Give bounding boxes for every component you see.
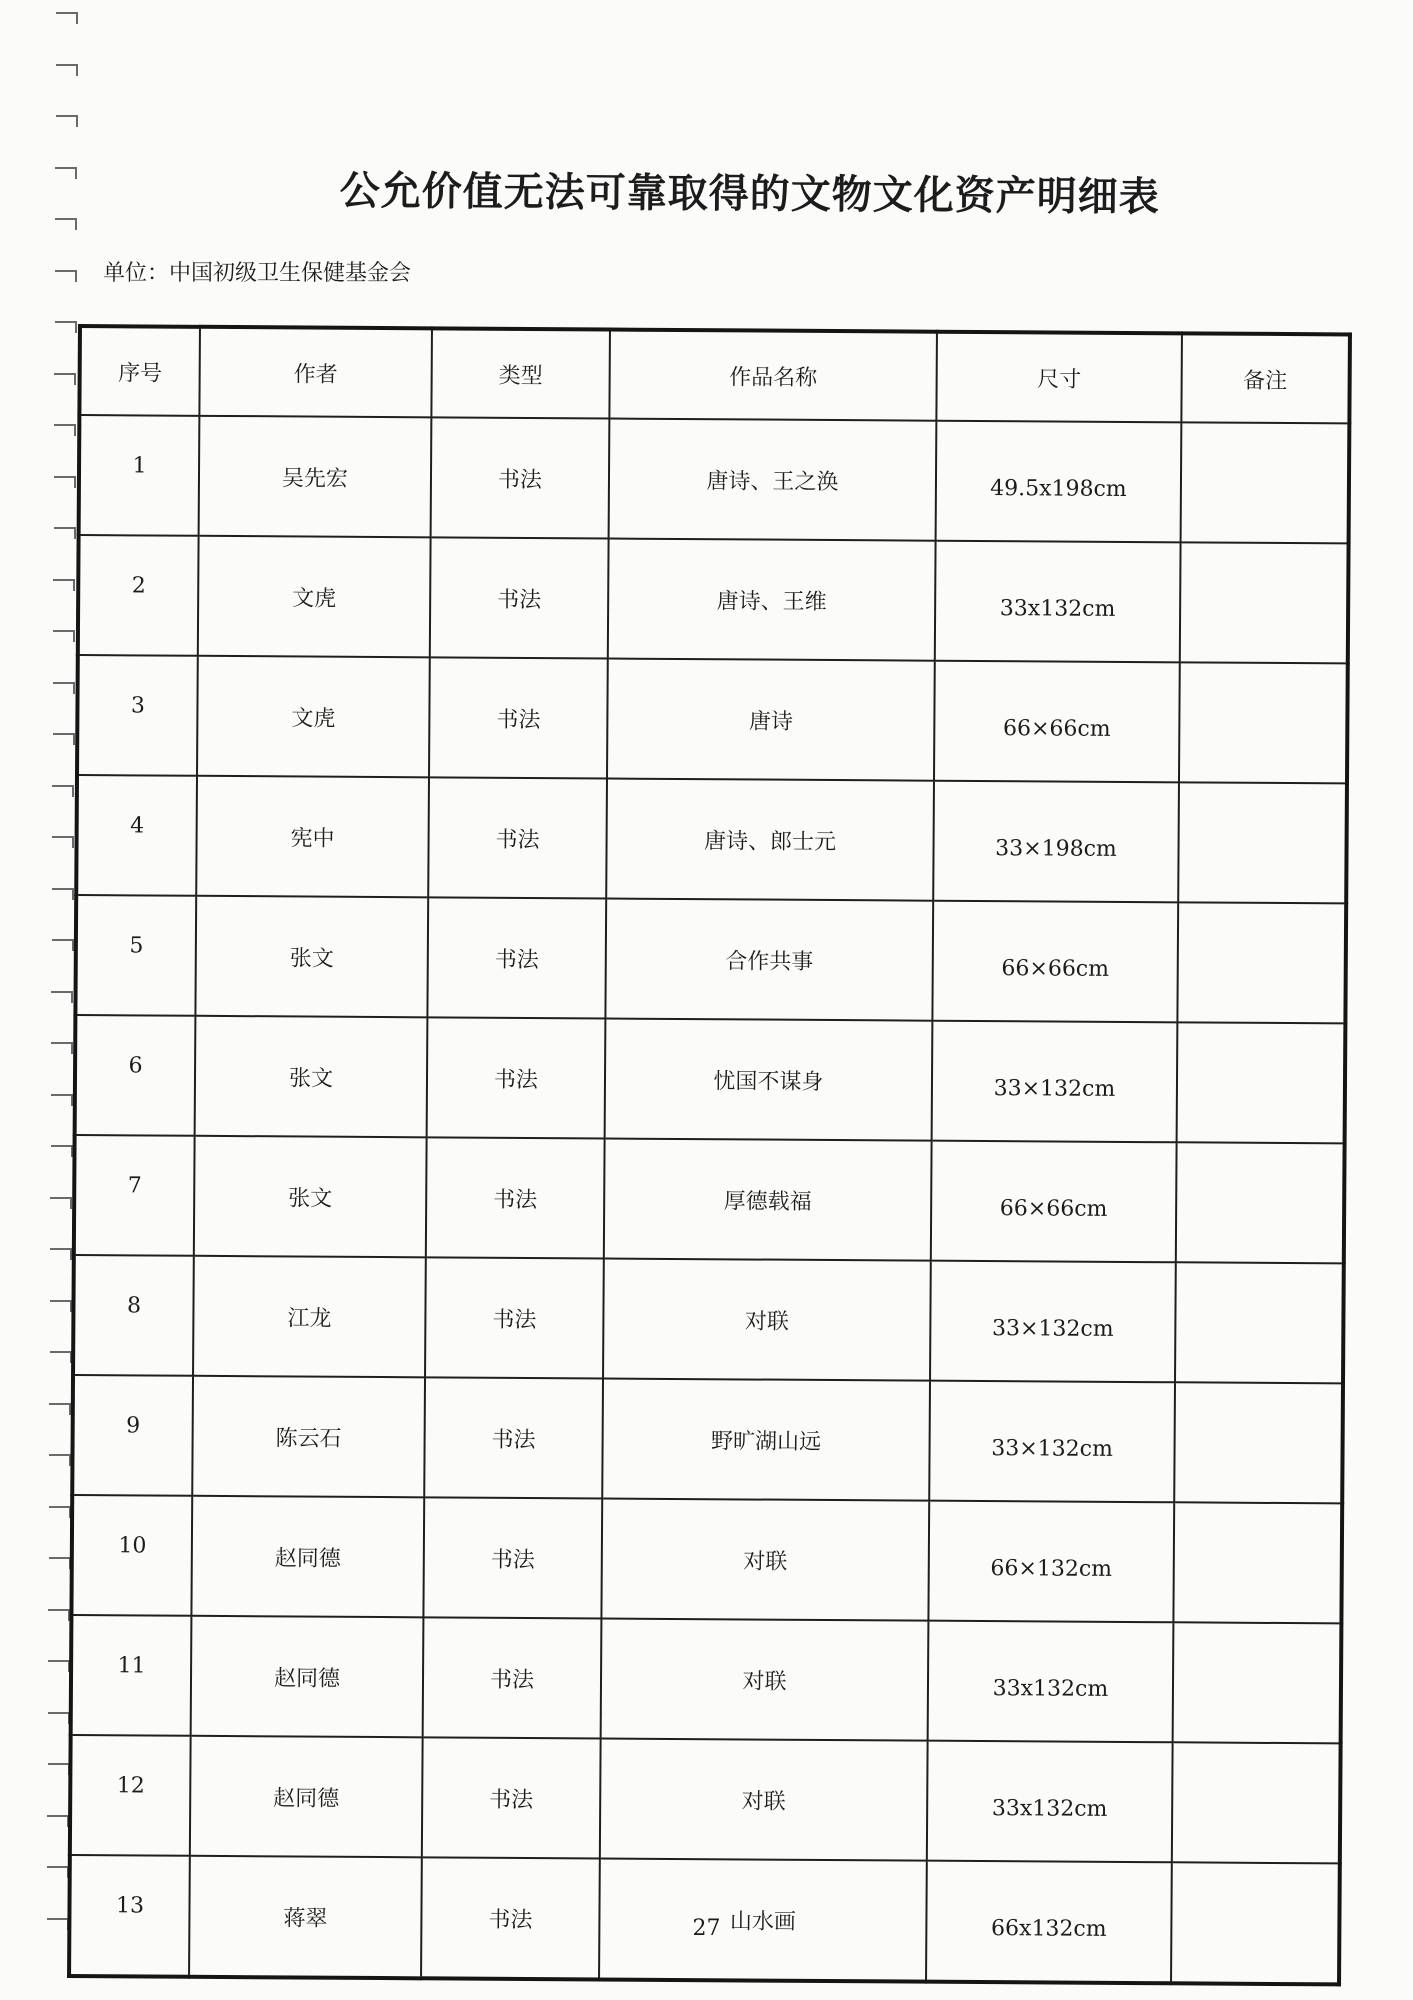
cell-remark <box>1180 542 1349 663</box>
cell-seq: 2 <box>78 535 199 656</box>
binder-hole-mark <box>56 12 78 24</box>
document-title: 公允价值无法可靠取得的文物文化资产明细表 <box>339 168 1160 221</box>
binder-hole-mark <box>49 1506 71 1518</box>
cell-type: 书法 <box>426 1137 605 1258</box>
table-row <box>75 1015 1346 1143</box>
binder-hole-mark <box>53 733 75 745</box>
cell-work-name: 唐诗、王维 <box>608 539 936 661</box>
binder-hole-mark <box>52 939 74 951</box>
cell-work-name: 厚德载福 <box>604 1139 932 1261</box>
cell-size: 33×132cm <box>929 1381 1175 1503</box>
binder-hole-mark <box>48 1763 70 1775</box>
binder-hole-mark <box>51 1145 73 1157</box>
cell-work-name: 唐诗、郎士元 <box>606 779 934 901</box>
cell-author: 张文 <box>195 896 428 1018</box>
cell-size: 33x132cm <box>927 1741 1173 1863</box>
cell-size: 33×132cm <box>930 1261 1176 1383</box>
cell-seq: 8 <box>73 1255 194 1376</box>
cell-size: 66×132cm <box>928 1501 1174 1623</box>
cell-remark <box>1173 1622 1342 1743</box>
cell-author: 蒋翠 <box>189 1856 422 1979</box>
cell-type: 书法 <box>430 537 609 658</box>
cell-work-name: 唐诗 <box>607 659 935 781</box>
cell-author: 宪中 <box>196 776 429 898</box>
cell-type: 书法 <box>421 1857 600 1979</box>
table-header-row <box>79 326 1350 423</box>
cell-author: 赵同德 <box>191 1616 424 1738</box>
table-row <box>72 1375 1343 1503</box>
binder-hole-mark <box>51 1042 73 1054</box>
cell-remark <box>1174 1382 1343 1503</box>
cell-work-name: 合作共事 <box>605 899 933 1021</box>
cell-work-name: 唐诗、王之涣 <box>609 419 937 541</box>
cell-size: 49.5x198cm <box>936 421 1182 543</box>
binder-hole-mark <box>51 1094 73 1106</box>
cell-remark <box>1177 902 1346 1023</box>
binder-hole-mark <box>55 270 77 282</box>
table-row <box>73 1255 1344 1383</box>
cell-author: 文虎 <box>197 656 430 778</box>
unit-value: 中国初级卫生保健基金会 <box>169 261 412 286</box>
cell-remark <box>1172 1742 1341 1863</box>
binder-hole-mark <box>50 1197 72 1209</box>
binder-hole-mark <box>55 321 77 333</box>
cell-author: 江龙 <box>193 1256 426 1378</box>
binder-hole-mark <box>53 682 75 694</box>
cell-type: 书法 <box>427 897 606 1018</box>
cell-author: 张文 <box>194 1136 427 1258</box>
table-row <box>74 1135 1345 1263</box>
header-remark: 备注 <box>1181 333 1350 423</box>
binder-hole-mark <box>56 64 78 76</box>
binder-hole-mark <box>47 1866 69 1878</box>
table-row <box>77 655 1348 783</box>
binder-hole-mark <box>52 785 74 797</box>
table-row <box>79 415 1350 543</box>
cell-remark <box>1179 662 1348 783</box>
binder-hole-mark <box>47 1815 69 1827</box>
cell-work-name: 对联 <box>600 1738 928 1860</box>
binder-hole-mark <box>55 167 77 179</box>
header-author: 作者 <box>199 327 432 418</box>
cell-author: 张文 <box>195 1016 428 1138</box>
unit-line <box>103 256 411 287</box>
cell-seq: 11 <box>71 1615 192 1736</box>
header-size: 尺寸 <box>936 332 1182 423</box>
cell-size: 66x132cm <box>926 1861 1172 1984</box>
cell-remark <box>1173 1502 1342 1623</box>
cell-remark <box>1175 1262 1344 1383</box>
binder-hole-mark <box>49 1454 71 1466</box>
table-row <box>71 1615 1342 1743</box>
cell-work-name: 忧国不谋身 <box>605 1019 933 1141</box>
cell-seq: 12 <box>70 1735 191 1856</box>
binder-hole-mark <box>49 1403 71 1415</box>
binder-hole-mark <box>48 1609 70 1621</box>
table-body <box>69 415 1349 1984</box>
cell-seq: 1 <box>79 415 200 536</box>
cell-type: 书法 <box>429 657 608 778</box>
cell-remark <box>1181 422 1350 543</box>
binder-hole-mark <box>53 579 75 591</box>
cell-type: 书法 <box>425 1257 604 1378</box>
cell-work-name: 野旷湖山远 <box>602 1379 930 1501</box>
cell-size: 66×66cm <box>932 901 1178 1023</box>
binder-hole-mark <box>48 1660 70 1672</box>
binder-hole-mark <box>56 115 78 127</box>
cell-type: 书法 <box>428 777 607 898</box>
asset-detail-table <box>67 324 1352 1986</box>
cell-author: 赵同德 <box>191 1496 424 1618</box>
binder-hole-mark <box>53 630 75 642</box>
cell-author: 吴先宏 <box>199 416 432 538</box>
unit-label: 单位： <box>103 261 170 286</box>
binder-hole-mark <box>54 476 76 488</box>
cell-author: 文虎 <box>198 536 431 658</box>
cell-author: 赵同德 <box>190 1736 423 1858</box>
cell-seq: 13 <box>69 1855 190 1977</box>
binder-hole-mark <box>52 836 74 848</box>
page-number: 27 <box>692 1916 721 1941</box>
cell-size: 33x132cm <box>928 1621 1174 1743</box>
cell-size: 66×66cm <box>934 661 1180 783</box>
table-row <box>78 535 1349 663</box>
cell-seq: 9 <box>72 1375 193 1496</box>
cell-type: 书法 <box>424 1377 603 1498</box>
cell-remark <box>1177 1022 1346 1143</box>
header-work: 作品名称 <box>609 330 937 421</box>
cell-type: 书法 <box>422 1737 601 1858</box>
cell-seq: 4 <box>76 775 197 896</box>
cell-author: 陈云石 <box>192 1376 425 1498</box>
cell-seq: 6 <box>75 1015 196 1136</box>
table-row <box>71 1495 1342 1623</box>
binder-hole-mark <box>52 888 74 900</box>
cell-work-name: 对联 <box>601 1618 929 1740</box>
cell-seq: 3 <box>77 655 198 776</box>
binder-hole-mark <box>48 1712 70 1724</box>
header-seq: 序号 <box>79 326 200 416</box>
cell-remark <box>1178 782 1347 903</box>
cell-work-name: 对联 <box>603 1259 931 1381</box>
cell-type: 书法 <box>423 1617 602 1738</box>
cell-work-name: 山水画 <box>599 1858 927 1981</box>
table-row <box>75 895 1346 1023</box>
table-row <box>76 775 1347 903</box>
cell-seq: 7 <box>74 1135 195 1256</box>
cell-remark <box>1176 1142 1345 1263</box>
binder-hole-mark <box>49 1557 71 1569</box>
binder-hole-mark <box>54 424 76 436</box>
cell-type: 书法 <box>423 1497 602 1618</box>
binder-hole-mark <box>50 1351 72 1363</box>
cell-type: 书法 <box>431 417 610 538</box>
cell-seq: 5 <box>75 895 196 1016</box>
header-type: 类型 <box>431 328 610 418</box>
cell-size: 33×132cm <box>932 1021 1178 1143</box>
binder-hole-mark <box>50 1248 72 1260</box>
cell-size: 66×66cm <box>931 1141 1177 1263</box>
binder-hole-mark <box>54 527 76 539</box>
cell-size: 33x132cm <box>935 541 1181 663</box>
cell-seq: 10 <box>71 1495 192 1616</box>
binder-hole-mark <box>51 991 73 1003</box>
cell-work-name: 对联 <box>601 1499 929 1621</box>
binder-hole-mark <box>55 218 77 230</box>
binder-hole-mark <box>50 1300 72 1312</box>
cell-type: 书法 <box>427 1017 606 1138</box>
table-row <box>70 1735 1341 1863</box>
cell-size: 33×198cm <box>933 781 1179 903</box>
binder-hole-mark <box>54 373 76 385</box>
